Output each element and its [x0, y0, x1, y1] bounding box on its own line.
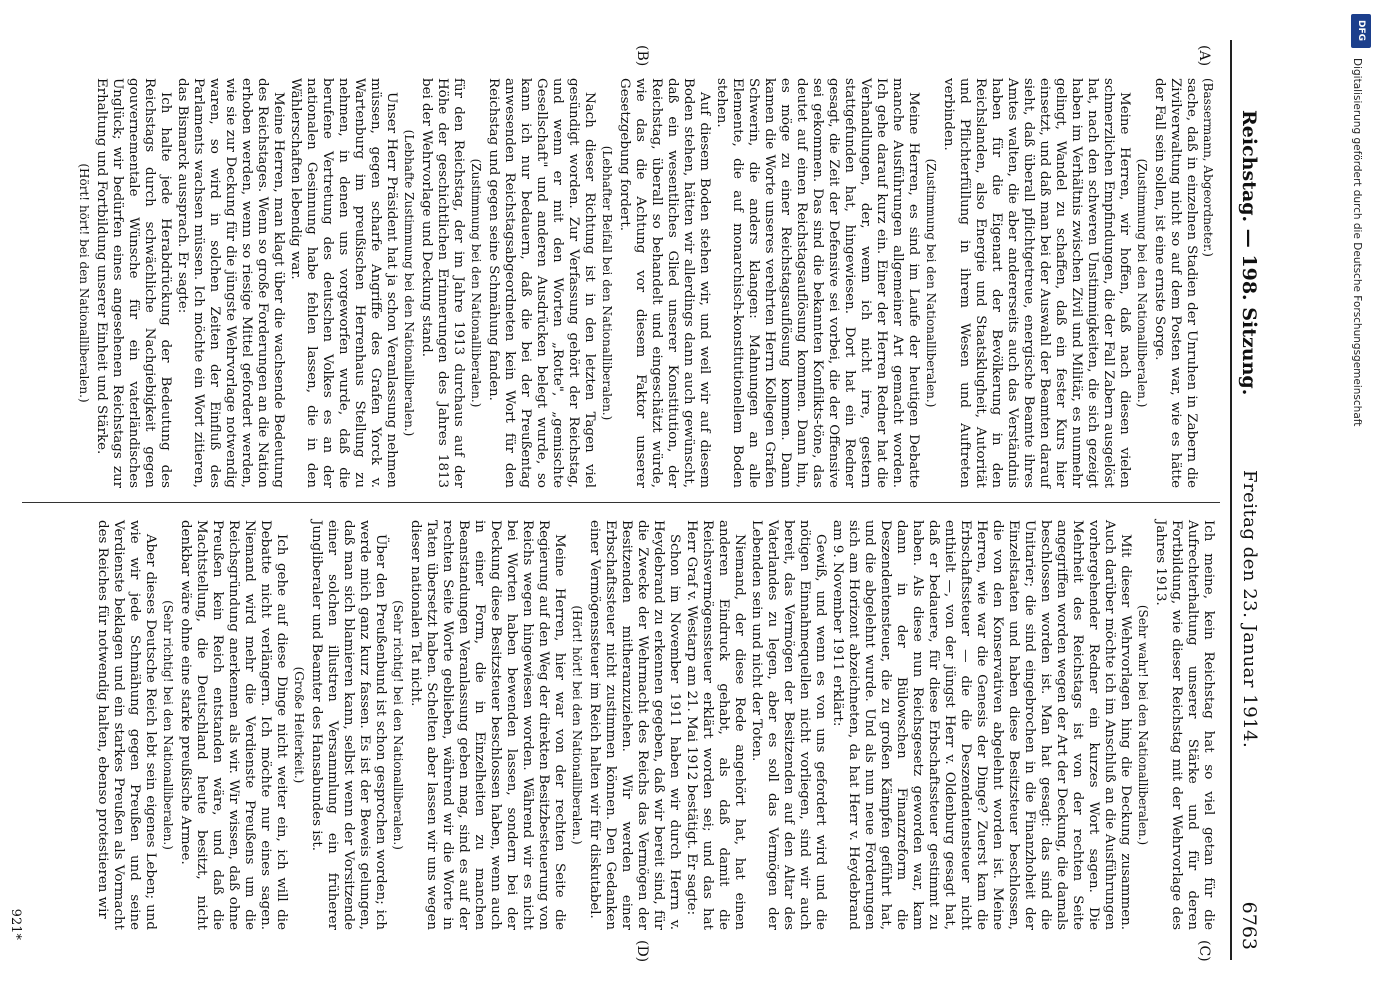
page-header [1232, 40, 1268, 960]
left-column-paragraph: Unser Herr Präsident hat ja schon Veranlassung nehmen müssen, gegen scharfe Angriffe des Grafen Yorck v. Wartenburg im preußischen Herrenhaus Stellung zu nehmen, in denen uns vorgeworfen wurde, daß die berufene Vertretung des deutschen Volkes es an der nationalen Gesinnung habe fehlen lassen, die in den Wählerschaften lebendig war. [288, 78, 399, 488]
left-column-paragraph: (Lebhafter Beifall bei den Nationalliberalen.) [600, 145, 614, 421]
left-column-paragraph: sache, daß in einzelnen Stadien der Unruhen in Zabern die Zivilverwaltung nicht so auf dem Posten war, wie es hätte der Fall sein sollen, ist eine ernste Sorge. [1152, 78, 1199, 488]
left-column-paragraph: (Zustimmung bei den Nationalliberalen.) [469, 158, 483, 408]
left-column [20, 78, 1216, 488]
column-divider [22, 502, 1220, 503]
right-column-paragraph: Niemand, der diese Rede angehört hat, hat einen anderen Eindruck gehabt, als daß damit die Reichsvermögenssteuer erklärt worden sei; und das hat Herr Graf v. Westarp am 21. Mai 1912 bestätigt. Er sagte: [684, 520, 747, 930]
header-session: Reichstag. — 198. Sitzung. [1238, 110, 1260, 396]
right-column-paragraph: (Sehr richtig! bei den Nationalliberalen.) [161, 600, 175, 850]
right-column-paragraph: Mit dieser Wehrvorlagen hing die Deckung zusammen. Auch darüber möchte ich im Anschluß an die Ausführungen vorhergehender Redner ein kurzes Wort sagen. Die Mehrheit des Reichstags ist von der rechten Seite angegriffen worden wegen der Art der Deckung, die damals beschlossen worden ist. Man hat gesagt: das sind die Unitarier; die sind eingebrochen in die Finanzhoheit der Einzelstaaten und haben diese Besitzsteuer beschlossen, die von den Konservativen abgelehnt worden ist. Meine Herren, wie war die Genesis der Dinge? Zuerst kam die Erbschaftssteuer — die die Deszendentensteuer nicht enthielt —, von der jüngst Herr v. Oldenburg gesagt hat, daß er bedauere, für diese Erbschaftssteuer gestimmt zu haben. Als diese nun Reichsgesetz geworden war, kam dann in der Bülowschen Finanzreform die Deszendentensteuer, die zu großen Kämpfen geführt hat, und die abgelehnt wurde. Und als nun neue Forderungen sich am Horizont abzeichneten, da hat Herr v. Heydebrand am 9. November 1911 erklärt: [830, 520, 1133, 930]
left-column-paragraph: (Lebhafte Zustimmung bei den Nationalliberalen.) [402, 129, 416, 437]
header-rule [1230, 40, 1232, 960]
left-column-paragraph: (Bassermann, Abgeordneter.) [1201, 78, 1215, 257]
right-column-paragraph: (Sehr richtig! bei den Nationalliberalen.) [391, 600, 405, 850]
margin-mark-a: (A) [1196, 45, 1212, 67]
right-column-paragraph: Über den Preußenbund ist schon gesprochen worden; ich werde mich ganz kurz fassen. Es ist der Beweis gelungen, daß man sich blamieren kann, selbst wenn der Vorsitzende einer solchen illustren Versammlung ein früherer Jungliberaler und Beamter des Hansabundes ist. [309, 520, 388, 930]
left-column-paragraph: Meine Herren, es sind im Laufe der heutigen Debatte manche Ausführungen allgemeiner Art gemacht worden. Ich gehe darauf kurz ein. Einer der Herren Redner hat die Verhandlungen, der, wenn ich nicht irre, gestern stattgefunden hat, hingewiesen. Dort hat ein Redner gesagt, die Zeit der Defensive sei vorbei, die der Offensive sei gekommen. Das sind die bekannten Konflikts-töne, das deutet auf einen Reichstagsauflösung kommen. Dann hin, es möge zu einer Reichstagsauflösung kommen. Dann kamen die Worte unseres verehrten Herrn Kollegen Grafen Schwerin, die anders klangen: Mahnungen an alle Elemente, die auf monarchisch-konstitutionellem Boden stehen. [714, 78, 921, 488]
right-column-paragraph: (Große Heiterkeit.) [292, 666, 306, 784]
left-column-paragraph: (Zustimmung bei den Nationalliberalen.) [1135, 158, 1149, 408]
signature-mark: 921* [8, 908, 23, 940]
left-column-paragraph: für den Reichstag, der im Jahre 1913 durchaus auf der Höhe der geschichtlichen Erinnerungen des Jahres 1813 bei der Wehrvorlage und Deckung stand. [419, 78, 466, 488]
right-column-paragraph: Ich meine, kein Reichstag hat so viel getan für die Aufrechterhaltung unserer Stärke und für deren Fortbildung, wie dieser Reichstag mit der Wehrvorlage des Jahres 1913. [1153, 520, 1216, 930]
right-column-paragraph: Meine Herren, hier war von der rechten Seite die Regierung auf den Weg der direkten Besitzbesteuerung von Reichs wegen hingewiesen worden. Während wir es nicht bei Worten haben bewenden lassen, sondern bei der Deckung diese Besitzsteuer beschlossen haben, wenn auch in einer Form, die in Einzelheiten zu manchen Beanstandungen Veranlassung geben mag, sind es auf der rechten Seite Worte geblieben, während wir die Worte in Taten übersetzt haben. Schelten aber lassen wir uns wegen dieser nationalen Tat nicht. [408, 520, 567, 930]
right-column-paragraph: (Sehr wahr! bei den Nationalliberalen.) [1136, 604, 1150, 846]
margin-mark-d: (D) [634, 940, 650, 963]
right-column-paragraph: (Hört! hört! bei den Nationalliberalen.) [570, 605, 584, 845]
dfg-side-note [1345, 8, 1383, 588]
right-column-paragraph: Ich gehe auf diese Dinge nicht weiter ein, ich will die Debatte nicht verlängern. Ich möchte nur eines sagen. Niemand wird mehr die Verdienste Preußens um die Reichsgründung anerkennen als wir. Wir wissen, daß ohne Preußen kein Reich entstanden wäre, und daß die Machtstellung, die Deutschland heute besitzt, nicht denkbar wäre ohne eine starke preußische Armee. [178, 520, 289, 930]
margin-mark-c: (C) [1196, 940, 1212, 962]
dfg-logo: DFG [1351, 14, 1371, 48]
left-column-paragraph: (Zustimmung bei den Nationalliberalen.) [924, 158, 938, 408]
header-date: Freitag den 23. Januar 1914. [1239, 470, 1260, 749]
left-column-paragraph: Meine Herren, wir hoffen, daß nach diesen vielen schmerzlichen Empfindungen, die der Fall Zabern ausgelöst hat, nach den schweren Unstimmigkeiten, die sich gezeigt haben im Verhältnis zwischen Zivil und Militär, es nunmehr gelingt, Wandel zu schaffen, daß ein fester Kurs hier einsetzt, und daß man bei der Auswahl der Beamten darauf sieht, daß überall pflichtgetreue, energische Beamte ihres Amtes walten, die aber andererseits auch das Verständnis haben für die Eigenart der Bevölkerung in den Reichslanden, also Energie und Staatsklugheit, Autorität und Pflichterfüllung in ihrem Wesen und Auftreten verbinden. [941, 78, 1132, 488]
right-column-paragraph: Schon im November 1911 haben wir durch Herrn v. Heydebrand zu erkennen gegeben, daß wir bereit sind, für die Zwecke der Wehrmacht des Reichs das Vermögen der Besitzenden mitheranzuziehen. Wir werden einer Erbschaftssteuer nicht zustimmen können. Den Gedanken einer Vermögenssteuer im Reich halten wir für diskutabel. [587, 520, 682, 930]
right-column [20, 520, 1216, 930]
margin-mark-b: (B) [634, 45, 650, 67]
right-column-paragraph: Gewiß, und wenn es von uns gefordert wird und die nötigen Einnahmequellen nicht vorliegen, sind wir auch bereit, das Vermögen der Besitzenden auf den Altar des Vaterlandes zu legen, aber es soll das Vermögen der Lebenden sein und nicht der Toten. [749, 520, 828, 930]
dfg-funding-text: Digitalisierung gefördert durch die Deutsche Forschungsgemeinschaft [1351, 58, 1363, 427]
left-column-paragraph: Ich halte jede Herabdrückung der Bedeutung des Reichstags durch schwächliche Nachgiebigkeit gegen gouvernementale Wünsche für ein vaterländisches Unglück; wir bedürfen eines angesehenen Reichstags zur Erhaltung und Fortbildung unserer Einheit und Stärke. [94, 78, 173, 488]
left-column-paragraph: Auf diesem Boden stehen wir, und weil wir auf diesem Boden stehen, hätten wir allerdings dann auch gewünscht, daß ein wesentliches Glied unserer Konstitution, der Reichstag, überall so behandelt und eingeschätzt würde, wie das die Achtung vor diesem Faktor unserer Gesetzgebung fordert. [617, 78, 712, 488]
right-column-paragraph: Aber dieses Deutsche Reich lebt sein eigenes Leben; und wie wir jede Schmähung gegen Preußen und seine Verdienste beklagen und ein starkes Preußen als Vormacht des Reiches für notwendig halten, ebenso protestieren wir [95, 520, 158, 930]
left-column-paragraph: (Hört! hört! bei den Nationalliberalen.) [77, 163, 91, 403]
left-column-paragraph: Meine Herren, man klagt über die wachsende Bedeutung des Reichstages. Wenn so große Forderungen an die Nation erhoben werden, wenn so riesige Mittel gefordert werden, wie sie zur Deckung für die jüngste Wehrvorlage notwendig waren, so wird in solchen Zeiten der Einfluß des Parlaments wachsen müssen. Ich möchte ein Wort zitieren, das Bismarck aussprach. Er sagte: [175, 78, 286, 488]
left-column-paragraph: Nach dieser Richtung ist in den letzten Tagen viel gesündigt worden. Zur Verfassung gehört der Reichstag, und wenn er mit den Worten „Rotte", „gemischte Gesellschaft" und anderen Ausdrücken belegt wurde, so kann ich nur bedauern, daß die bei der Preußentag anwesenden Reichstagsabgeordneten kein Wort für den Reichstag und gegen seine Schmähung fanden. [486, 78, 597, 488]
header-page-number: 6763 [1238, 901, 1260, 950]
